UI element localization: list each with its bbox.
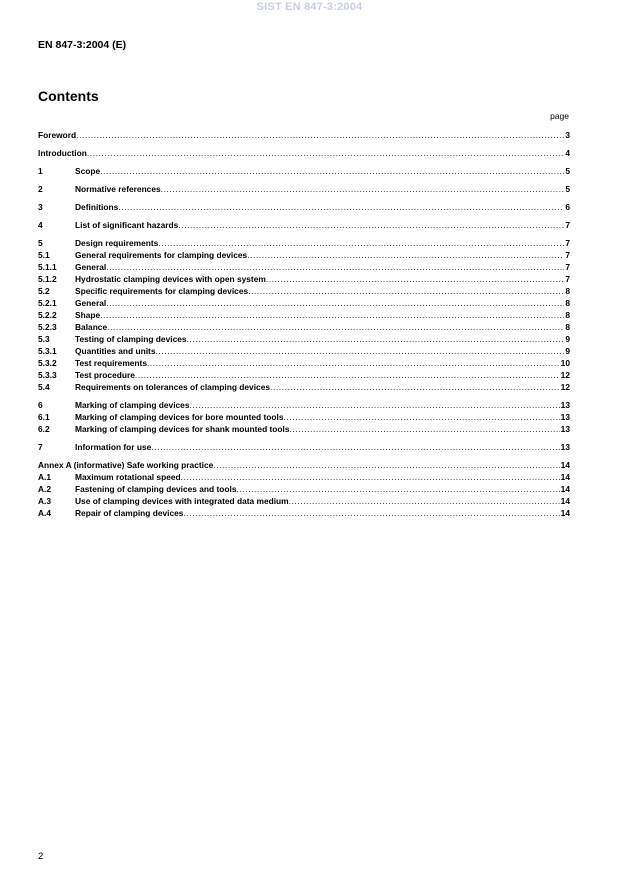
toc-entry[interactable] <box>38 471 570 483</box>
toc-entry-title: Maximum rotational speed <box>75 472 181 482</box>
toc-entry-page: 4 <box>565 148 570 158</box>
toc-entry-number: 1 <box>38 166 43 176</box>
toc-entry-title: Information for use <box>75 442 152 452</box>
toc-entry[interactable] <box>38 219 570 231</box>
toc-entry[interactable] <box>38 333 570 345</box>
toc-entry-title: Hydrostatic clamping devices with open system <box>75 274 266 284</box>
toc-entry-number: 5.2.2 <box>38 310 57 320</box>
toc-entry[interactable] <box>38 261 570 273</box>
toc-entry[interactable] <box>38 249 570 261</box>
toc-entry-page: 8 <box>565 286 570 296</box>
toc-entry-page: 12 <box>560 382 570 392</box>
toc-entry-title: Test requirements <box>75 358 147 368</box>
standard-id: EN 847-3:2004 (E) <box>38 39 127 51</box>
toc-entry[interactable] <box>38 129 570 141</box>
toc-entry[interactable] <box>38 201 570 213</box>
toc-entry[interactable] <box>38 423 570 435</box>
toc-entry[interactable] <box>38 345 570 357</box>
toc-entry-title: Testing of clamping devices <box>75 334 187 344</box>
toc-entry[interactable] <box>38 183 570 195</box>
toc-leader-dots <box>187 333 565 345</box>
toc-leader-dots <box>158 237 564 249</box>
table-of-contents <box>38 129 570 519</box>
toc-entry-title: Test procedure <box>75 370 135 380</box>
toc-entry-title: Design requirements <box>75 238 159 248</box>
toc-entry-title: Specific requirements for clamping devices <box>75 286 249 296</box>
toc-entry-page: 9 <box>565 334 570 344</box>
toc-leader-dots <box>118 201 564 213</box>
toc-entry[interactable] <box>38 483 570 495</box>
toc-entry-title: General requirements for clamping devices <box>75 250 248 260</box>
toc-entry-page: 8 <box>565 298 570 308</box>
toc-entry-page: 13 <box>560 412 570 422</box>
toc-entry-page: 9 <box>565 346 570 356</box>
toc-leader-dots <box>100 309 564 321</box>
toc-entry[interactable] <box>38 321 570 333</box>
toc-entry-page: 14 <box>560 460 570 470</box>
toc-entry-title: Scope <box>75 166 101 176</box>
toc-entry-number: 5 <box>38 238 43 248</box>
toc-leader-dots <box>181 471 560 483</box>
toc-entry-title: Definitions <box>75 202 119 212</box>
toc-entry-number: 6 <box>38 400 43 410</box>
toc-leader-dots <box>183 507 559 519</box>
toc-entry-page: 14 <box>560 508 570 518</box>
toc-entry-page: 5 <box>565 166 570 176</box>
toc-entry-number: 5.1 <box>38 250 50 260</box>
toc-entry-number: 5.3 <box>38 334 50 344</box>
toc-entry-number: 7 <box>38 442 43 452</box>
toc-entry[interactable] <box>38 441 570 453</box>
toc-entry-number: 5.1.1 <box>38 262 57 272</box>
toc-entry-number: 6.2 <box>38 424 50 434</box>
toc-leader-dots <box>106 261 564 273</box>
toc-leader-dots <box>107 321 564 333</box>
toc-leader-dots <box>283 411 559 423</box>
toc-leader-dots <box>161 183 565 195</box>
toc-entry-title: Introduction <box>38 148 87 158</box>
toc-entry-number: 5.2 <box>38 286 50 296</box>
toc-entry[interactable] <box>38 285 570 297</box>
toc-entry-page: 14 <box>560 472 570 482</box>
toc-entry[interactable] <box>38 147 570 159</box>
toc-entry[interactable] <box>38 237 570 249</box>
toc-leader-dots <box>266 273 565 285</box>
toc-leader-dots <box>247 249 564 261</box>
toc-leader-dots <box>76 129 564 141</box>
toc-entry-page: 10 <box>560 358 570 368</box>
toc-entry-title: Requirements on tolerances of clamping devices <box>75 382 271 392</box>
toc-leader-dots <box>100 165 564 177</box>
toc-leader-dots <box>213 459 559 471</box>
toc-entry-number: 5.1.2 <box>38 274 57 284</box>
toc-entry-title: Balance <box>75 322 108 332</box>
toc-entry-title: Marking of clamping devices for bore mounted tools <box>75 412 284 422</box>
toc-leader-dots <box>106 297 564 309</box>
toc-entry-title: Marking of clamping devices for shank mounted tools <box>75 424 290 434</box>
toc-entry[interactable] <box>38 309 570 321</box>
toc-entry-page: 13 <box>560 442 570 452</box>
toc-entry-number: 5.2.3 <box>38 322 57 332</box>
toc-entry-number: 3 <box>38 202 43 212</box>
toc-entry[interactable] <box>38 297 570 309</box>
toc-entry-title: Normative references <box>75 184 161 194</box>
toc-entry-title: Use of clamping devices with integrated data medium <box>75 496 289 506</box>
toc-entry[interactable] <box>38 411 570 423</box>
toc-entry[interactable] <box>38 459 570 471</box>
toc-entry-number: A.1 <box>38 472 52 482</box>
toc-entry-page: 14 <box>560 484 570 494</box>
toc-leader-dots <box>135 369 560 381</box>
toc-entry-page: 3 <box>565 130 570 140</box>
toc-entry-number: 2 <box>38 184 43 194</box>
toc-leader-dots <box>87 147 564 159</box>
toc-entry-title: List of significant hazards <box>75 220 179 230</box>
toc-entry-number: 4 <box>38 220 43 230</box>
toc-entry-page: 8 <box>565 310 570 320</box>
toc-leader-dots <box>147 357 560 369</box>
toc-entry-number: 5.3.1 <box>38 346 57 356</box>
page-number: 2 <box>38 851 44 862</box>
toc-entry-number: A.2 <box>38 484 52 494</box>
toc-entry[interactable] <box>38 357 570 369</box>
toc-entry-page: 7 <box>565 250 570 260</box>
toc-entry-page: 13 <box>560 424 570 434</box>
toc-entry-title: Fastening of clamping devices and tools <box>75 484 237 494</box>
toc-entry[interactable] <box>38 399 570 411</box>
toc-leader-dots <box>156 345 565 357</box>
toc-entry-page: 7 <box>565 262 570 272</box>
toc-entry[interactable] <box>38 507 570 519</box>
toc-entry-page: 12 <box>560 370 570 380</box>
toc-entry-title: Quantities and units <box>75 346 156 356</box>
toc-entry-page: 6 <box>565 202 570 212</box>
toc-entry-number: 5.2.1 <box>38 298 57 308</box>
page-column-label: page <box>550 111 569 121</box>
toc-entry[interactable] <box>38 381 570 393</box>
toc-entry[interactable] <box>38 165 570 177</box>
toc-entry-number: 5.3.3 <box>38 370 57 380</box>
toc-entry-title: Shape <box>75 310 101 320</box>
toc-leader-dots <box>289 495 560 507</box>
toc-leader-dots <box>248 285 564 297</box>
toc-entry-page: 7 <box>565 274 570 284</box>
toc-entry[interactable] <box>38 369 570 381</box>
toc-entry-number: 6.1 <box>38 412 50 422</box>
toc-leader-dots <box>190 399 560 411</box>
toc-entry-page: 7 <box>565 238 570 248</box>
toc-entry-title: General <box>75 298 107 308</box>
toc-entry[interactable] <box>38 495 570 507</box>
watermark: SIST EN 847-3:2004 <box>256 1 363 13</box>
toc-entry-number: A.4 <box>38 508 52 518</box>
toc-leader-dots <box>151 441 559 453</box>
toc-entry-page: 13 <box>560 400 570 410</box>
toc-entry-title: Annex A (informative) Safe working practice <box>38 460 214 470</box>
toc-entry[interactable] <box>38 273 570 285</box>
toc-leader-dots <box>290 423 560 435</box>
toc-entry-number: A.3 <box>38 496 52 506</box>
toc-entry-page: 8 <box>565 322 570 332</box>
toc-entry-title: Foreword <box>38 130 77 140</box>
toc-leader-dots <box>178 219 564 231</box>
toc-entry-page: 5 <box>565 184 570 194</box>
toc-entry-number: 5.4 <box>38 382 50 392</box>
toc-entry-number: 5.3.2 <box>38 358 57 368</box>
toc-entry-title: General <box>75 262 107 272</box>
contents-heading: Contents <box>38 88 99 104</box>
toc-entry-page: 14 <box>560 496 570 506</box>
toc-entry-page: 7 <box>565 220 570 230</box>
toc-entry-title: Marking of clamping devices <box>75 400 190 410</box>
toc-leader-dots <box>236 483 559 495</box>
toc-entry-title: Repair of clamping devices <box>75 508 184 518</box>
toc-leader-dots <box>270 381 560 393</box>
